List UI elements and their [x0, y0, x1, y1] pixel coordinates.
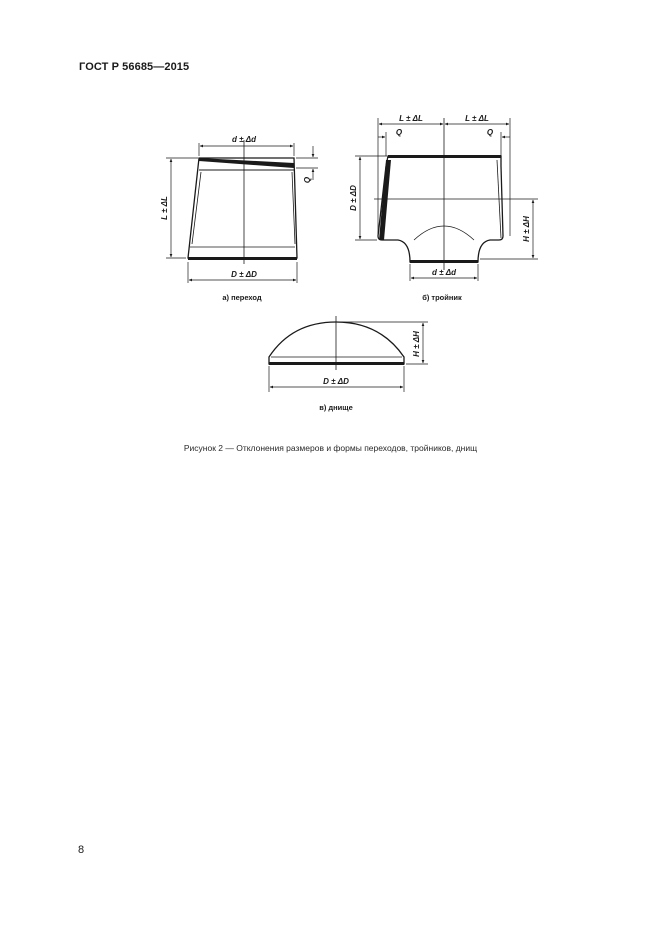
reducer-caption: а) переход [222, 293, 262, 302]
tee-deviation-left-label: Q [395, 128, 403, 137]
head-diameter-label: D ± ΔD [323, 377, 349, 386]
reducer-drawing [160, 135, 318, 302]
tee-branch-diameter-label: d ± Δd [432, 268, 456, 277]
tee-body [378, 156, 503, 262]
reducer-body [188, 158, 297, 258]
tee-deviation-right-label: Q [486, 128, 494, 137]
page-number: 8 [78, 844, 85, 856]
reducer-length-label: L ± ΔL [160, 196, 169, 220]
tee-height-label: H ± ΔH [522, 216, 531, 242]
head-drawing [269, 316, 428, 412]
head-height-label: H ± ΔH [412, 331, 421, 357]
reducer-deviation-label: Q [303, 176, 312, 184]
tee-caption: б) тройник [422, 293, 462, 302]
head-body [269, 322, 404, 364]
figure-caption: Рисунок 2 — Отклонения размеров и формы переходов, тройников, днищ [183, 443, 478, 453]
tee-length-left-label: L ± ΔL [399, 114, 423, 123]
tee-diameter-label: D ± ΔD [349, 185, 358, 211]
tee-drawing [349, 114, 538, 302]
reducer-bottom-diameter-label: D ± ΔD [231, 270, 257, 279]
reducer-top-diameter-label: d ± Δd [232, 135, 256, 144]
document-header: ГОСТ Р 56685—2015 [79, 61, 190, 73]
head-caption: в) днище [319, 403, 353, 412]
tee-length-right-label: L ± ΔL [465, 114, 489, 123]
